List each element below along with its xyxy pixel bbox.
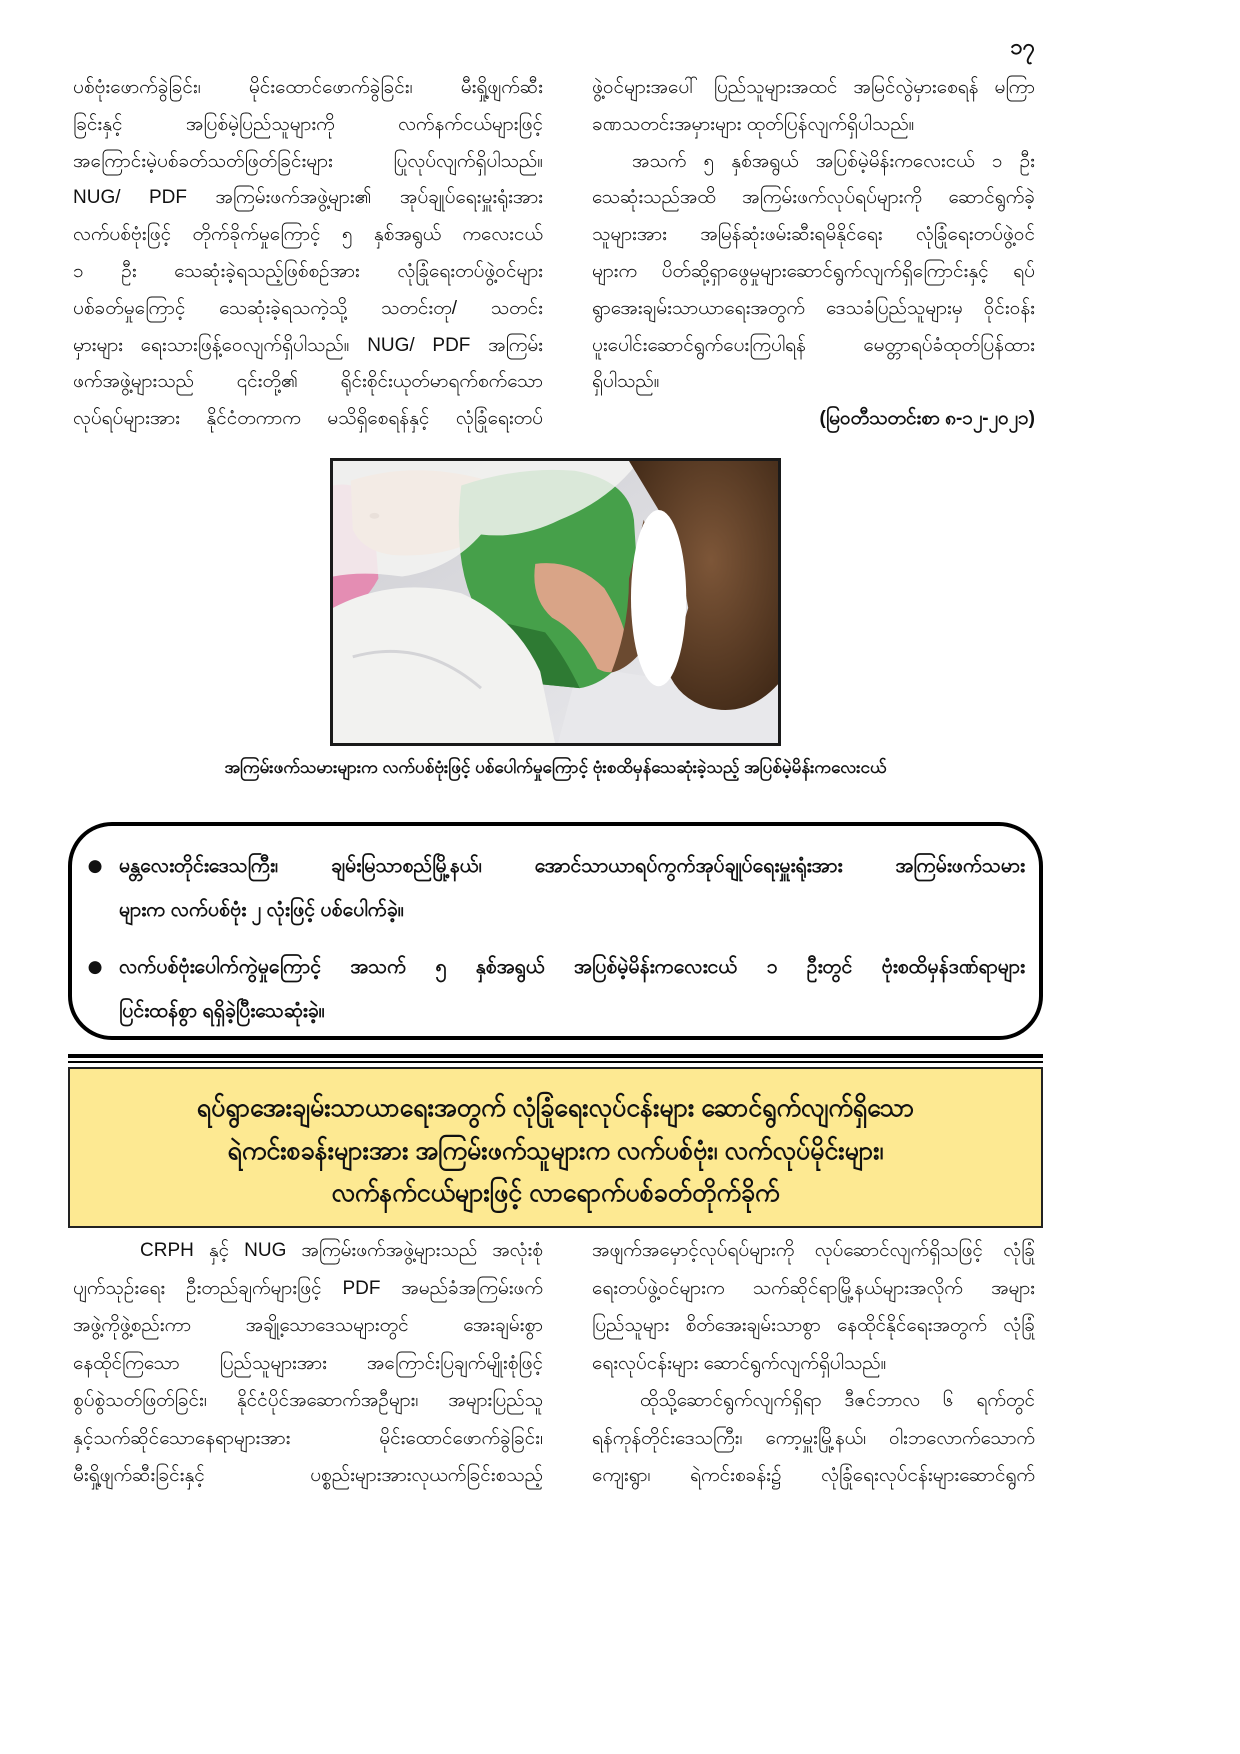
article-line: သေဆုံးသည်အထိ အကြမ်းဖက်လုပ်ရပ်များကို ဆောင်ရွက်ခဲ့ [592,187,1035,209]
key-point-line: များက လက်ပစ်ဗုံး ၂ လုံးဖြင့် ပစ်ပေါက်ခဲ့။ [119,899,404,921]
article-line: ဖွဲ့ဝင်များအပေါ် ပြည်သူများအထင် အမြင်လွဲမှားစေရန် မကြာ [592,77,1035,98]
article-line: ၁ ဦး သေဆုံးခဲ့ရသည့်ဖြစ်စဉ်အား လုံခြုံရေးတပ်ဖွဲ့ဝင်များ [73,260,543,282]
top-article-right-column [592,70,1035,438]
key-point [72,945,1039,1033]
article-line: နှင့်သက်ဆိုင်သောနေရာများအား မိုင်းထောင်ဖောက်ခွဲခြင်း၊ [73,1427,543,1449]
headline-line: ရဲကင်းစခန်းများအား အကြမ်းဖက်သူများက လက်ပစ်ဗုံး၊ လက်လုပ်မိုင်းများ၊ [227,1136,884,1165]
article-line: ခဏသတင်းအမှားများ ထုတ်ပြန်လျက်ရှိပါသည်။ [592,113,915,135]
face-blur-oval [631,510,686,686]
article-line: သူများအား အမြန်ဆုံးဖမ်းဆီးရမိနိုင်ရေး လုံခြုံရေးတပ်ဖွဲ့ဝင် [592,224,1035,246]
article-line: ရေးလုပ်ငန်းများ ဆောင်ရွက်လျက်ရှိပါသည်။ [592,1352,887,1374]
article-line: မှားများ ရေးသားဖြန့်ဝေလျက်ရှိပါသည်။ NUG/ PDF အကြမ်း [73,334,543,356]
top-article-left-column [73,70,543,438]
bullet-icon: ● [87,957,103,977]
bottom-article-left-column [73,1232,543,1495]
page-number: ၁၇ [1010,34,1035,59]
key-point-line: လက်ပစ်ဗုံးပေါက်ကွဲမှုကြောင့် အသက် ၅ နှစ်အရွယ် အပြစ်မဲ့မိန်းကလေးငယ် ၁ ဦးတွင် ဗုံးစထိမှန်ဒဏ်ရာများ [119,956,1025,978]
article-line: ရွာအေးချမ်းသာယာရေးအတွက် ဒေသခံပြည်သူများမှ ဝိုင်းဝန်း [592,297,1035,319]
article-line: ပူးပေါင်းဆောင်ရွက်ပေးကြပါရန် မေတ္တာရပ်ခံထုတ်ပြန်ထား [592,334,1035,356]
key-points-box [68,822,1043,1040]
key-point-line: ပြင်းထန်စွာ ရရှိခဲ့ပြီးသေဆုံးခဲ့။ [119,1000,325,1022]
article-line: အဖျက်အမှောင့်လုပ်ရပ်များကို လုပ်ဆောင်လျက်ရှိသဖြင့် လုံခြုံ [592,1240,1035,1261]
article-line: လက်ပစ်ဗုံးဖြင့် တိုက်ခိုက်မှုကြောင့် ၅ နှစ်အရွယ် ကလေးငယ် [73,224,543,246]
article-line: ရေးတပ်ဖွဲ့ဝင်များက သက်ဆိုင်ရာမြို့နယ်များအလိုက် အများ [592,1277,1035,1299]
article-line: ရှိပါသည်။ [592,371,660,393]
headline-box [68,1067,1043,1228]
article-line: ထိုသို့ဆောင်ရွက်လျက်ရှိရာ ဒီဇင်ဘာလ ၆ ရက်တွင် [640,1390,1035,1411]
article-line: လုပ်ရပ်များအား နိုင်ငံတကာက မသိရှိစေရန်နှင့် လုံခြုံရေးတပ် [73,408,543,430]
article-line: CRPH နှင့် NUG အကြမ်းဖက်အဖွဲ့များသည် အလုံးစုံ [140,1240,543,1261]
article-line: ကျေးရွာ၊ ရဲကင်းစခန်း၌ လုံခြုံရေးလုပ်ငန်းများဆောင်ရွက် [592,1465,1035,1486]
photo-image [333,461,778,743]
article-line: စွပ်စွဲသတ်ဖြတ်ခြင်း၊ နိုင်ငံပိုင်အဆောက်အဦများ၊ အများပြည်သူ [73,1390,543,1411]
news-photo [330,458,781,746]
article-line: အကြောင်းမဲ့ပစ်ခတ်သတ်ဖြတ်ခြင်းများ ပြုလုပ်လျက်ရှိပါသည်။ [73,150,543,172]
section-divider [68,1061,1043,1063]
key-point [72,844,1039,932]
article-line: ရန်ကုန်တိုင်းဒေသကြီး၊ ကော့မှူးမြို့နယ်၊ ဝါးဘလောက်သောက် [592,1427,1035,1449]
article-line: ပျက်သုဉ်းရေး ဦးတည်ချက်များဖြင့် PDF အမည်ခံအကြမ်းဖက် [73,1277,543,1299]
photo-caption: အကြမ်းဖက်သမားများက လက်ပစ်ဗုံးဖြင့် ပစ်ပေါက်မှုကြောင့် ဗုံးစထိမှန်သေဆုံးခဲ့သည့် အပြစ်မဲ့မိန်းကလေးငယ် [224,758,887,777]
article-line: အဖွဲ့ကိုဖွဲ့စည်းကာ အချို့သောဒေသများတွင် အေးချမ်းစွာ [73,1315,543,1336]
article-line: မီးရှို့ဖျက်ဆီးခြင်းနှင့် ပစ္စည်းများအားလုယက်ခြင်းစသည့် [73,1465,543,1486]
article-line: ပြည်သူများ စိတ်အေးချမ်းသာစွာ နေထိုင်နိုင်ရေးအတွက် လုံခြုံ [592,1315,1035,1336]
article-line: အသက် ၅ နှစ်အရွယ် အပြစ်မဲ့မိန်းကလေးငယ် ၁ ဦး [632,150,1035,172]
article-line: NUG/ PDF အကြမ်းဖက်အဖွဲ့များ၏ အုပ်ချုပ်ရေးမှူးရုံးအား [73,187,543,209]
article-source: (မြဝတီသတင်းစာ ၈-၁၂-၂၀၂၁) [819,408,1035,430]
headline-line: ရပ်ရွာအေးချမ်းသာယာရေးအတွက် လုံခြုံရေးလုပ်ငန်းများ ဆောင်ရွက်လျက်ရှိသော [196,1094,915,1122]
headline-line: လက်နက်ငယ်များဖြင့် လာရောက်ပစ်ခတ်တိုက်ခိုက် [331,1179,780,1207]
article-line: များက ပိတ်ဆို့ရှာဖွေမှုများဆောင်ရွက်လျက်ရှိကြောင်းနှင့် ရပ် [592,260,1035,282]
article-line: နေထိုင်ကြသော ပြည်သူများအား အကြောင်းပြချက်မျိုးစုံဖြင့် [73,1352,543,1374]
bullet-icon: ● [87,856,103,876]
bottom-article-right-column [592,1232,1035,1495]
article-line: ပစ်ဗုံးဖောက်ခွဲခြင်း၊ မိုင်းထောင်ဖောက်ခွဲခြင်း၊ မီးရှို့ဖျက်ဆီး [73,77,543,98]
section-divider [68,1054,1043,1058]
key-point-text [119,945,1025,1033]
key-point-line: မန္တလေးတိုင်းဒေသကြီး၊ ချမ်းမြသာစည်မြို့နယ်၊ အောင်သာယာရပ်ကွက်အုပ်ချုပ်ရေးမှူးရုံးအား အကြမ်းဖက်သမား [119,855,1025,877]
article-line: ပစ်ခတ်မှုကြောင့် သေဆုံးခဲ့ရသကဲ့သို့ သတင်းတု/ သတင်း [73,297,543,319]
article-line: ဖက်အဖွဲ့များသည် ၎င်းတို့၏ ရိုင်းစိုင်းယုတ်မာရက်စက်သော [73,371,543,393]
article-line: ခြင်းနှင့် အပြစ်မဲ့ပြည်သူများကို လက်နက်ငယ်များဖြင့် [73,113,543,135]
key-point-text [119,844,1025,932]
